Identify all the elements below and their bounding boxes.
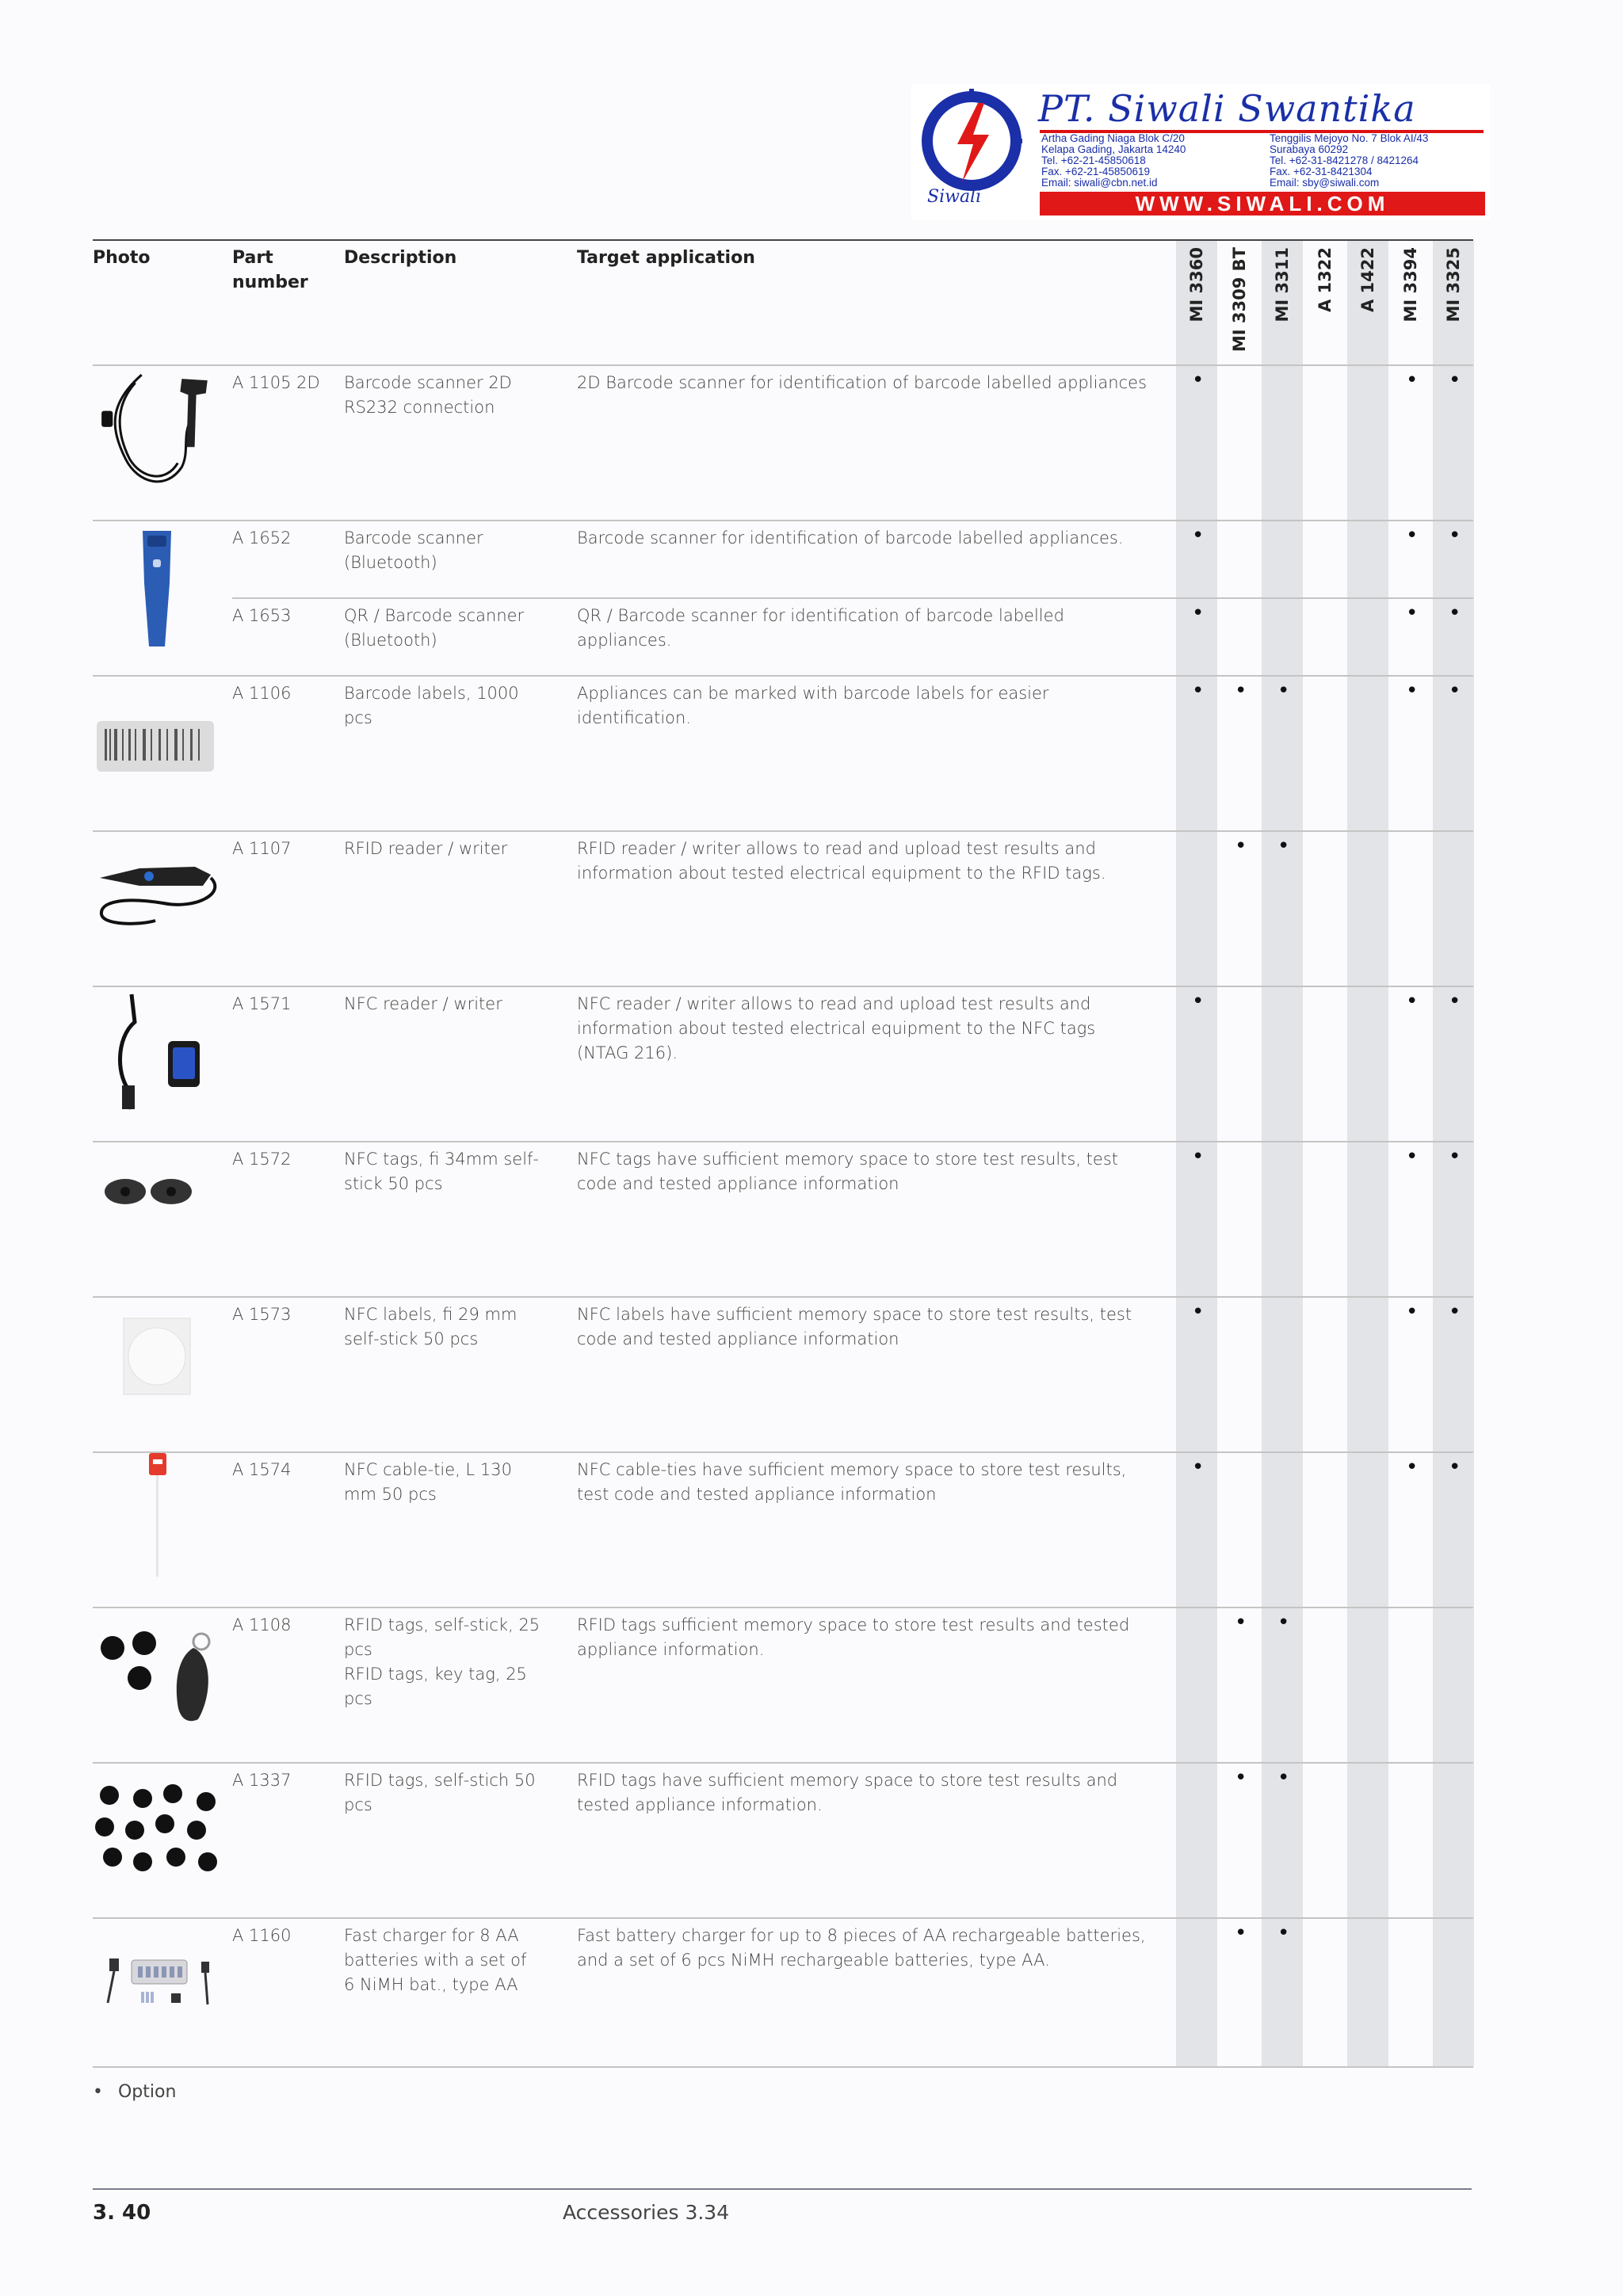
description-cell: RFID reader / writer [344, 839, 508, 858]
description-cell: RFID tags, self-stick, 25 pcs RFID tags, key tag, 25 pcs [344, 1615, 540, 1708]
option-bullet: • [1235, 679, 1247, 703]
header-instrument: A 1422 [1358, 247, 1377, 313]
option-bullet: • [1235, 1766, 1247, 1790]
address-jakarta: Artha Gading Niaga Blok C/20 Kelapa Gading, Jakarta 14240 Tel. +62-21-45850618 Fax. +62-21-45850619 Email: siwali@cbn.net.id [1041, 132, 1186, 189]
option-bullet: • [1192, 679, 1205, 703]
target-application-cell: NFC reader / writer allows to read and upload test results and information about tested electrical equipment to the NFC tags (NTAG 216). [577, 994, 1096, 1062]
header-photo: Photo [93, 248, 151, 268]
option-bullet: • [1277, 1611, 1290, 1634]
col-shade-5 [1347, 241, 1388, 2067]
option-bullet: • [1449, 679, 1461, 703]
header-instrument: A 1322 [1316, 247, 1335, 313]
option-bullet: • [1192, 1300, 1205, 1324]
row-divider [93, 520, 1473, 521]
header-instrument: MI 3311 [1273, 247, 1292, 322]
row-divider [93, 1141, 1473, 1142]
option-bullet: • [1449, 368, 1461, 392]
option-bullet: • [1192, 368, 1205, 392]
target-application-cell: NFC tags have sufficient memory space to store test results, test code and tested appliance information [577, 1150, 1119, 1193]
description-cell: NFC tags, fi 34mm self-stick 50 pcs [344, 1150, 540, 1193]
description-cell: QR / Barcode scanner (Bluetooth) [344, 606, 525, 650]
row-divider [93, 2066, 1473, 2068]
option-bullet: • [1449, 601, 1461, 625]
option-bullet: • [1192, 990, 1205, 1013]
table-top-rule [93, 239, 1473, 241]
address-surabaya: Tenggilis Mejoyo No. 7 Blok AI/43 Surabaya 60292 Tel. +62-31-8421278 / 8421264 Fax. +62-31-8421304 Email: sby@siwali.com [1270, 132, 1429, 189]
option-bullet: • [1406, 1145, 1419, 1169]
header-target-application: Target application [577, 248, 755, 268]
part-number-cell: A 1160 [232, 1926, 292, 1945]
row-divider [93, 1762, 1473, 1764]
header-part-number: Part number [232, 248, 308, 292]
row-divider [93, 1296, 1473, 1298]
company-logo [911, 84, 1490, 220]
part-number-cell: A 1107 [232, 839, 292, 858]
option-bullet: • [1277, 834, 1290, 858]
part-number-cell: A 1337 [232, 1771, 292, 1790]
row-divider [93, 675, 1473, 677]
option-bullet: • [1277, 1766, 1290, 1790]
rfid-tags-icon [92, 1781, 220, 1876]
target-application-cell: RFID tags sufficient memory space to store test results and tested appliance information. [577, 1615, 1130, 1659]
part-number-cell: A 1574 [232, 1460, 292, 1479]
option-bullet: • [1449, 524, 1461, 547]
target-application-cell: Barcode scanner for identification of barcode labelled appliances. [577, 528, 1124, 547]
legend-text: Option [117, 2082, 177, 2102]
option-bullet: • [1406, 601, 1419, 625]
target-application-cell: QR / Barcode scanner for identification of barcode labelled appliances. [577, 606, 1064, 650]
target-application-cell: NFC cable-ties have sufficient memory space to store test results, test code and tested appliance information [577, 1460, 1127, 1504]
part-number-cell: A 1105 2D [232, 373, 320, 392]
nfc-reader-icon [108, 990, 203, 1117]
header-instrument: MI 3394 [1401, 247, 1420, 322]
option-bullet: • [1235, 834, 1247, 858]
legend [93, 2082, 176, 2102]
part-number-cell: A 1572 [232, 1150, 292, 1169]
option-bullet: • [1192, 1455, 1205, 1479]
legend-bullet: • [93, 2082, 103, 2102]
description-cell: Barcode scanner (Bluetooth) [344, 528, 483, 572]
option-bullet: • [1406, 679, 1419, 703]
target-application-cell: Fast battery charger for up to 8 pieces of AA rechargeable batteries, and a set of 6 pcs NiMH rechargeable batteries, type AA. [577, 1926, 1146, 1970]
option-bullet: • [1277, 679, 1290, 703]
option-bullet: • [1449, 990, 1461, 1013]
barcode-labels-icon [95, 711, 216, 778]
part-number-cell: A 1573 [232, 1305, 292, 1324]
target-application-cell: RFID tags have sufficient memory space to store test results and tested appliance information. [577, 1771, 1118, 1814]
row-divider [93, 364, 1473, 366]
page-number: 3. 40 [93, 2201, 151, 2225]
row-divider [93, 830, 1473, 832]
option-bullet: • [1192, 1145, 1205, 1169]
company-name: PT. Siwali Swantika [1038, 87, 1416, 130]
header-description: Description [344, 248, 457, 268]
part-number-cell: A 1571 [232, 994, 292, 1013]
row-divider [93, 1917, 1473, 1919]
option-bullet: • [1406, 1455, 1419, 1479]
option-bullet: • [1406, 368, 1419, 392]
rfid-tags-keytag-icon [94, 1624, 222, 1726]
fast-charger-icon [94, 1947, 220, 2011]
option-bullet: • [1235, 1611, 1247, 1634]
part-number-cell: A 1108 [232, 1615, 292, 1634]
row-divider [232, 597, 1473, 599]
header-instrument: MI 3360 [1187, 247, 1206, 322]
part-number-cell: A 1652 [232, 528, 292, 547]
header-instrument: MI 3325 [1444, 247, 1463, 322]
option-bullet: • [1235, 1921, 1247, 1945]
nfc-cable-tie-icon [146, 1450, 170, 1577]
website-banner[interactable]: WWW.SIWALI.COM [1040, 192, 1485, 215]
footer-rule [93, 2188, 1472, 2190]
option-bullet: • [1449, 1300, 1461, 1324]
nfc-label-icon [120, 1315, 193, 1398]
option-bullet: • [1449, 1145, 1461, 1169]
row-divider [93, 1451, 1473, 1453]
description-cell: NFC cable-tie, L 130 mm 50 pcs [344, 1460, 512, 1504]
description-cell: NFC reader / writer [344, 994, 502, 1013]
target-application-cell: NFC labels have sufficient memory space to store test results, test code and tested appliance information [577, 1305, 1132, 1348]
nfc-tags-icon [101, 1173, 197, 1209]
option-bullet: • [1192, 524, 1205, 547]
target-application-cell: RFID reader / writer allows to read and upload test results and information about tested electrical equipment to the RFID tags. [577, 839, 1106, 883]
part-number-cell: A 1106 [232, 684, 292, 703]
option-bullet: • [1406, 1300, 1419, 1324]
part-number-cell: A 1653 [232, 606, 292, 625]
row-divider [93, 1607, 1473, 1608]
description-cell: Fast charger for 8 AA batteries with a set of 6 NiMH bat., type AA [344, 1926, 527, 1994]
bluetooth-scanner-icon [133, 528, 181, 654]
option-bullet: • [1277, 1921, 1290, 1945]
siwali-emblem-icon [916, 89, 1027, 200]
section-title: Accessories 3.34 [563, 2201, 730, 2224]
barcode-scanner-2d-icon [94, 371, 222, 499]
emblem-label: Siwali [927, 187, 982, 207]
option-bullet: • [1406, 990, 1419, 1013]
option-bullet: • [1406, 524, 1419, 547]
rfid-reader-icon [92, 854, 220, 930]
target-application-cell: 2D Barcode scanner for identification of barcode labelled appliances [577, 373, 1148, 392]
description-cell: Barcode labels, 1000 pcs [344, 684, 519, 727]
col-shade-3 [1262, 241, 1303, 2067]
option-bullet: • [1192, 601, 1205, 625]
row-divider [93, 986, 1473, 987]
option-bullet: • [1449, 1455, 1461, 1479]
description-cell: Barcode scanner 2D RS232 connection [344, 373, 512, 417]
description-cell: RFID tags, self-stich 50 pcs [344, 1771, 536, 1814]
header-instrument: MI 3309 BT [1230, 247, 1249, 353]
description-cell: NFC labels, fi 29 mm self-stick 50 pcs [344, 1305, 517, 1348]
target-application-cell: Appliances can be marked with barcode labels for easier identification. [577, 684, 1049, 727]
